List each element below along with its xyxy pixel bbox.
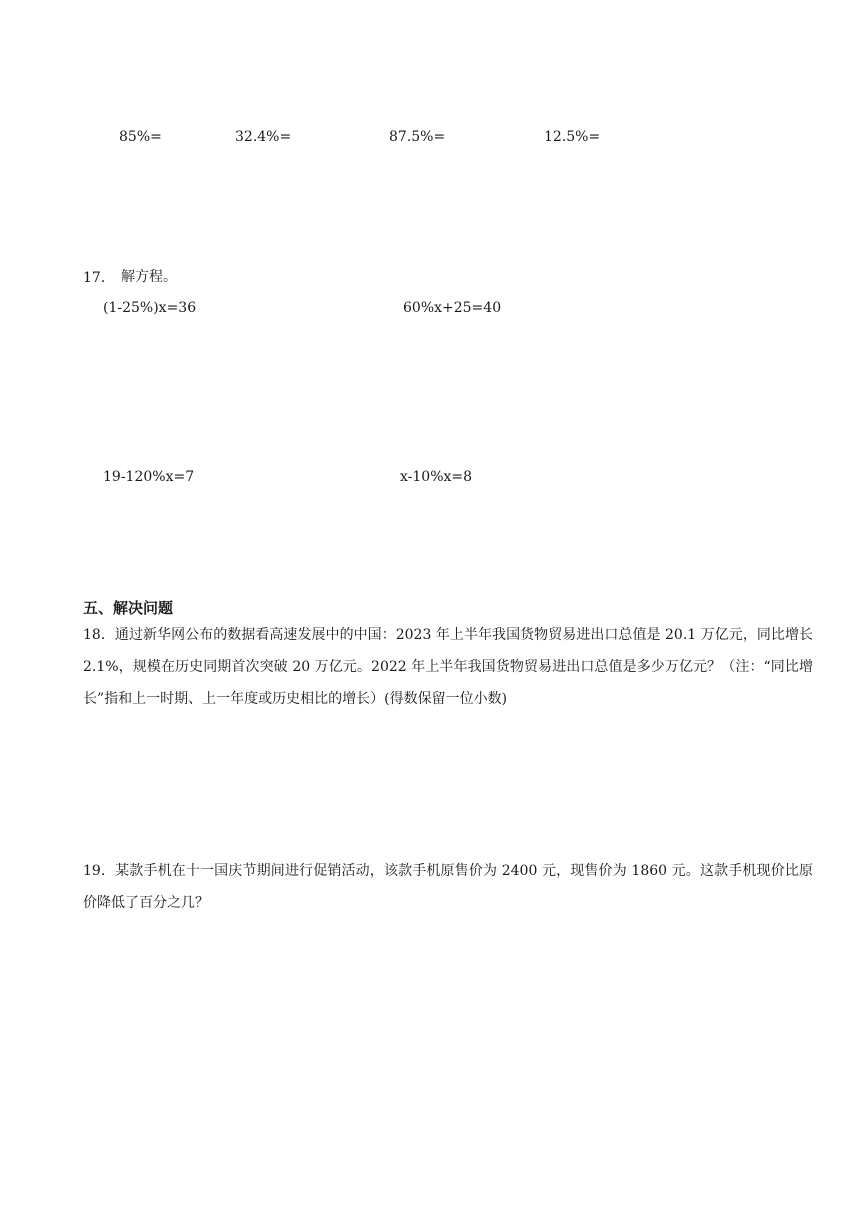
equation-1: (1-25%)x=36: [103, 300, 197, 316]
question-instruction: 解方程。: [121, 269, 177, 285]
question-number: 19．: [83, 863, 116, 879]
question-text: 某款手机在十一国庆节期间进行促销活动，该款手机原售价为 2400 元，现售价为 1860 元。这款手机现价比原价降低了百分之几？: [83, 863, 813, 911]
percent-item-4: 12.5%=: [544, 129, 601, 145]
question-number: 17．: [83, 270, 115, 286]
percent-item-3: 87.5%=: [389, 129, 446, 145]
percent-item-2: 32.4%=: [235, 129, 292, 145]
equation-2: 60%x+25=40: [403, 300, 502, 316]
question-18: [83, 619, 813, 715]
question-text: 通过新华网公布的数据看高速发展中的中国：2023 年上半年我国货物贸易进出口总值是 20.1 万亿元，同比增长 2.1%，规模在历史同期首次突破 20 万亿元。2022 年上半年我国货物贸易进出口总值是多少万亿元？（注：“同比增长”指和上一时期、上一年度或历史相比的增长）(得数保留一位小数): [83, 627, 813, 707]
question-19: [83, 855, 813, 919]
equation-4: x-10%x=8: [400, 469, 473, 485]
question-number: 18．: [83, 627, 115, 643]
section-heading: 五、解决问题: [83, 599, 174, 617]
percent-item-1: 85%=: [119, 129, 162, 145]
equation-3: 19-120%x=7: [103, 469, 195, 485]
